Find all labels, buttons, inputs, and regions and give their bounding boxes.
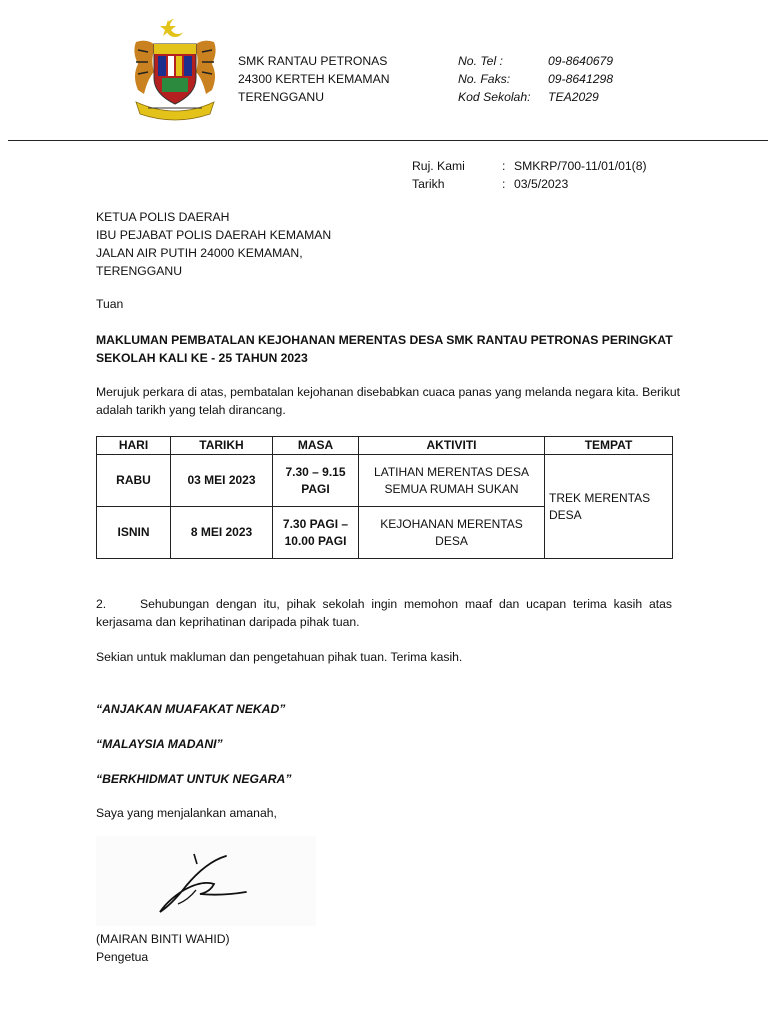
header-divider [8, 140, 768, 141]
header-hari: HARI [97, 437, 171, 455]
motto-line: “MALAYSIA MADANI” [96, 737, 223, 751]
closing-sentence: Sekian untuk makluman dan pengetahuan pihak tuan. Terima kasih. [96, 650, 463, 664]
header-masa: MASA [273, 437, 359, 455]
cell-aktiviti: KEJOHANAN MERENTAS DESA [359, 507, 545, 559]
date-colon: : [502, 177, 506, 191]
cell-tempat: TREK MERENTAS DESA [545, 455, 673, 559]
cell-aktiviti: LATIHAN MERENTAS DESA SEMUA RUMAH SUKAN [359, 455, 545, 507]
signoff: Saya yang menjalankan amanah, [96, 806, 277, 820]
school-name: SMK RANTAU PETRONAS [238, 54, 388, 68]
motto-line: “ANJAKAN MUAFAKAT NEKAD” [96, 702, 286, 716]
recipient-line: IBU PEJABAT POLIS DAERAH KEMAMAN [96, 228, 332, 242]
cell-tarikh: 03 MEI 2023 [171, 455, 273, 507]
coat-of-arms-emblem [128, 16, 222, 124]
motto-line: “BERKHIDMAT UNTUK NEGARA” [96, 772, 292, 786]
paragraph-2 [96, 595, 672, 631]
ref-label: Ruj. Kami [412, 159, 465, 173]
header-tarikh: TARIKH [171, 437, 273, 455]
header-aktiviti: AKTIVITI [359, 437, 545, 455]
handwritten-signature [96, 836, 316, 926]
signatory-block [96, 930, 230, 966]
cell-hari: RABU [97, 455, 171, 507]
recipient-line: TERENGGANU [96, 264, 182, 278]
table-header-row [97, 437, 673, 455]
ref-colon: : [502, 159, 506, 173]
table-row [97, 455, 673, 507]
header-tempat: TEMPAT [545, 437, 673, 455]
school-state: TERENGGANU [238, 90, 324, 104]
school-address [238, 52, 390, 106]
ref-number: SMKRP/700-11/01/01(8) [514, 159, 647, 173]
phone-value: 09-8640679 [548, 54, 614, 68]
signatory-title: Pengetua [96, 950, 149, 964]
schedule-table [96, 436, 673, 559]
motto-block [96, 700, 291, 805]
recipient-line: KETUA POLIS DAERAH [96, 210, 230, 224]
letter-date: 03/5/2023 [514, 177, 569, 191]
paragraph-number: 2. [96, 597, 107, 611]
signatory-name: (MAIRAN BINTI WAHID) [96, 932, 230, 946]
cell-masa: 7.30 – 9.15 PAGI [273, 455, 359, 507]
intro-paragraph: Merujuk perkara di atas, pembatalan kejohanan disebabkan cuaca panas yang melanda negara kita. Berikut adalah tarikh yang telah dirancang. [96, 385, 681, 417]
cell-tarikh: 8 MEI 2023 [171, 507, 273, 559]
recipient-line: JALAN AIR PUTIH 24000 KEMAMAN, [96, 246, 303, 260]
recipient-address [96, 208, 331, 280]
school-code-label: Kod Sekolah: [458, 90, 531, 104]
cell-masa: 7.30 PAGI – 10.00 PAGI [273, 507, 359, 559]
letter-subject: MAKLUMAN PEMBATALAN KEJOHANAN MERENTAS DESA SMK RANTAU PETRONAS PERINGKAT SEKOLAH KALI KE - 25 TAHUN 2023 [96, 333, 673, 365]
school-code-value: TEA2029 [548, 90, 599, 104]
date-label: Tarikh [412, 177, 445, 191]
fax-value: 09-8641298 [548, 72, 614, 86]
cell-hari: ISNIN [97, 507, 171, 559]
phone-label: No. Tel : [458, 54, 503, 68]
salutation: Tuan [96, 297, 124, 311]
paragraph-2-text: Sehubungan dengan itu, pihak sekolah ingin memohon maaf dan ucapan terima kasih atas kerjasama dan keprihatinan daripada pihak tuan. [96, 597, 672, 629]
fax-label: No. Faks: [458, 72, 511, 86]
school-postcode-town: 24300 KERTEH KEMAMAN [238, 72, 390, 86]
